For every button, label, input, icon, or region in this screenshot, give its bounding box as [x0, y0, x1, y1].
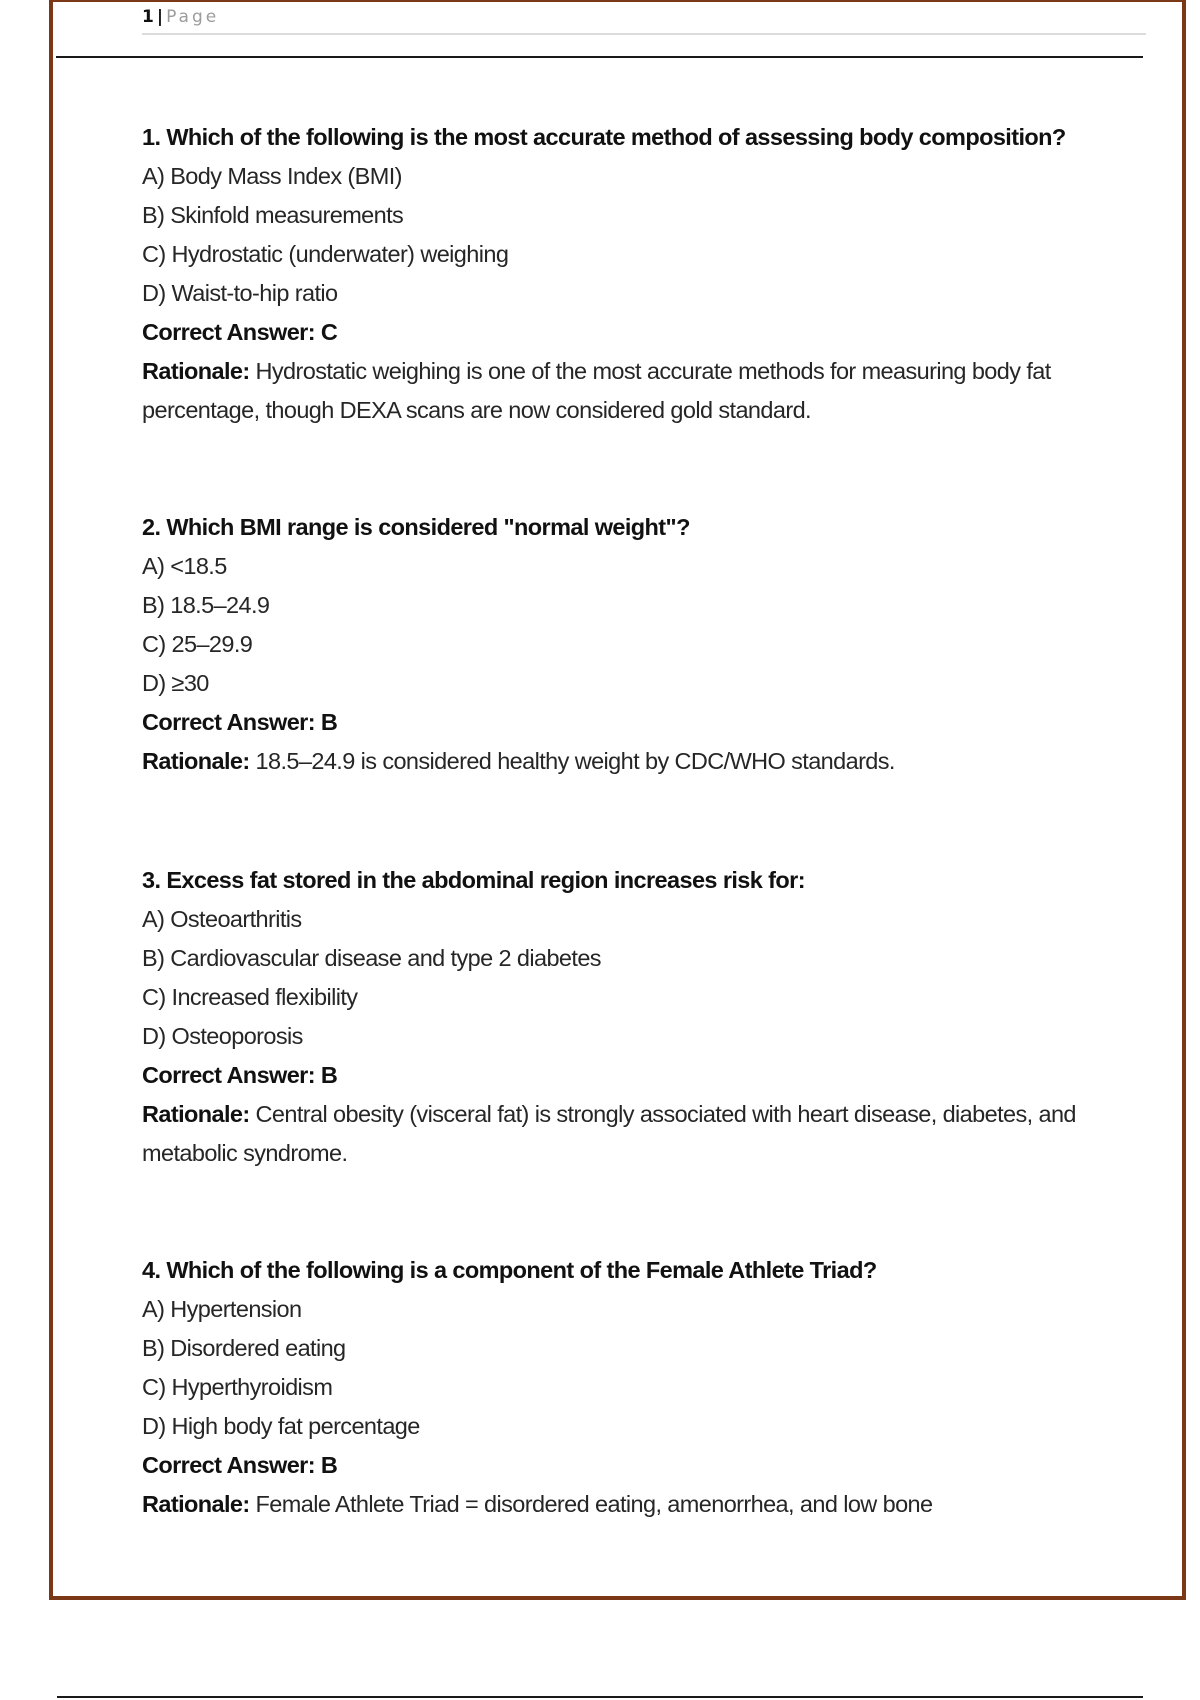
rationale-label: Rationale: — [142, 1101, 250, 1127]
page-number: 1 — [142, 7, 154, 27]
option-b: B) 18.5–24.9 — [142, 592, 270, 618]
question-4 — [142, 1251, 1082, 1524]
rationale — [142, 742, 1082, 781]
header-divider — [56, 56, 1143, 58]
rationale-text: Female Athlete Triad = disordered eating, amenorrhea, and low bone — [249, 1491, 933, 1517]
rationale — [142, 1095, 1082, 1173]
correct-answer: Correct Answer: C — [142, 319, 338, 345]
question-title: 1. Which of the following is the most accurate method of assessing body composition? — [142, 124, 1066, 150]
option-a: A) <18.5 — [142, 553, 227, 579]
rationale — [142, 352, 1082, 430]
page-label: Page — [166, 7, 220, 27]
question-title: 3. Excess fat stored in the abdominal region increases risk for: — [142, 867, 805, 893]
question-3 — [142, 861, 1082, 1173]
rationale-text: Central obesity (visceral fat) is strongly associated with heart disease, diabetes, and metabolic syndrome. — [142, 1101, 1076, 1166]
rationale-text: Hydrostatic weighing is one of the most accurate methods for measuring body fat percentage, though DEXA scans are now considered gold standard. — [142, 358, 1051, 423]
rationale-text: 18.5–24.9 is considered healthy weight by CDC/WHO standards. — [249, 748, 895, 774]
rationale — [142, 1485, 1082, 1524]
correct-answer: Correct Answer: B — [142, 1452, 338, 1478]
option-a: A) Body Mass Index (BMI) — [142, 163, 402, 189]
footer-divider — [57, 1696, 1143, 1698]
option-d: D) Osteoporosis — [142, 1023, 303, 1049]
page-header — [142, 7, 219, 27]
rationale-label: Rationale: — [142, 358, 250, 384]
option-c: C) Increased flexibility — [142, 984, 358, 1010]
option-b: B) Cardiovascular disease and type 2 diabetes — [142, 945, 601, 971]
header-rule-light — [142, 33, 1146, 35]
correct-answer: Correct Answer: B — [142, 709, 338, 735]
rationale-label: Rationale: — [142, 1491, 250, 1517]
option-a: A) Osteoarthritis — [142, 906, 302, 932]
question-title: 4. Which of the following is a component of the Female Athlete Triad? — [142, 1257, 877, 1283]
question-1 — [142, 118, 1082, 430]
option-b: B) Skinfold measurements — [142, 202, 404, 228]
correct-answer: Correct Answer: B — [142, 1062, 338, 1088]
option-b: B) Disordered eating — [142, 1335, 346, 1361]
question-2 — [142, 508, 1082, 781]
option-c: C) Hydrostatic (underwater) weighing — [142, 241, 509, 267]
rationale-label: Rationale: — [142, 748, 250, 774]
option-d: D) ≥30 — [142, 670, 209, 696]
question-title: 2. Which BMI range is considered "normal weight"? — [142, 514, 690, 540]
document-body — [142, 118, 1082, 1602]
option-a: A) Hypertension — [142, 1296, 302, 1322]
option-d: D) High body fat percentage — [142, 1413, 420, 1439]
option-c: C) Hyperthyroidism — [142, 1374, 333, 1400]
page-separator: | — [156, 7, 164, 27]
option-d: D) Waist-to-hip ratio — [142, 280, 338, 306]
option-c: C) 25–29.9 — [142, 631, 253, 657]
